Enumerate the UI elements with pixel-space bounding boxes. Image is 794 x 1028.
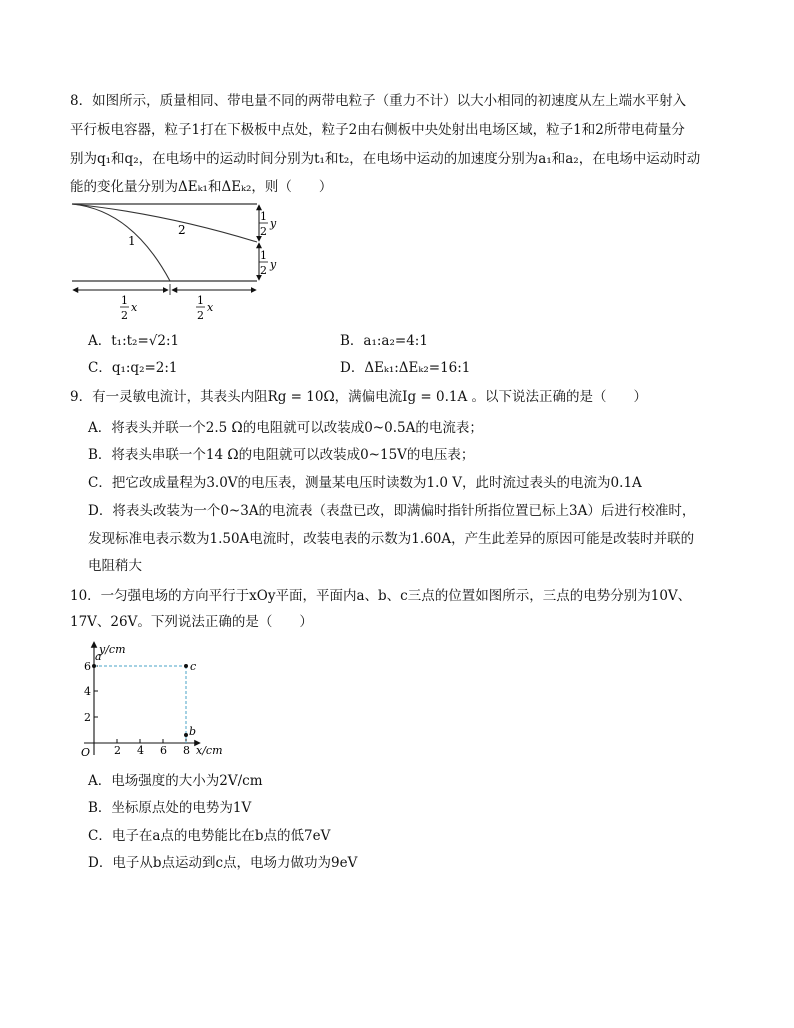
label-1: 1 (128, 234, 136, 248)
q8-option-c: C．q₁:q₂=2:1 (88, 360, 178, 376)
var-x-2: x (207, 301, 214, 314)
var-y-1: y (270, 217, 277, 230)
point-c-label: c (190, 660, 197, 673)
q8-line-2: 平行板电容器，粒子1打在下极板中点处，粒子2由右侧板中央处射出电场区域，粒子1和2所带电荷量分 (70, 122, 685, 138)
y-axis-label: y/cm (99, 643, 126, 656)
q10-option-d: D．电子从b点运动到c点，电场力做功为9eV (88, 855, 358, 871)
q9-option-d-line-2: 发现标准电表示数为1.50A电流时，改装电表的示数为1.60A，产生此差异的原因可能是改装时并联的 (88, 531, 695, 547)
q8-capacitor-figure (62, 198, 292, 328)
q8-line-3: 别为q₁和q₂，在电场中的运动时间分别为t₁和t₂，在电场中运动的加速度分别为a₁和a₂，在电场中运动时动 (70, 151, 701, 167)
half-x-num-1: 1 (121, 294, 128, 307)
y-tick-2: 2 (84, 711, 91, 724)
q10-stem-line-1: 10．一匀强电场的方向平行于xOy平面，平面内a、b、c三点的位置如图所示，三点的电势分别为10V、 (70, 588, 692, 604)
x-tick-2: 2 (114, 744, 121, 757)
q9-stem: 9．有一灵敏电流计，其表头内阻Rg = 10Ω，满偏电流Ig = 0.1A 。以下说法正确的是（ ） (70, 389, 648, 405)
point-a-label: a (95, 650, 102, 663)
half-y-num-2: 1 (260, 249, 267, 262)
trajectory-1 (72, 204, 170, 281)
half-y-den-2: 2 (260, 264, 267, 277)
q8-line-1: 8．如图所示，质量相同、带电量不同的两带电粒子（重力不计）以大小相同的初速度从左上端水平射入 (70, 93, 687, 109)
q10-stem-line-2: 17V、26V。下列说法正确的是（ ） (70, 614, 313, 630)
x-tick-4: 4 (137, 744, 144, 757)
y-tick-4: 4 (84, 685, 91, 698)
q10-option-b: B．坐标原点处的电势为1V (88, 800, 252, 816)
q9-option-c: C．把它改成量程为3.0V的电压表，测量某电压时读数为1.0 V，此时流过表头的电流为0.1A (88, 475, 642, 491)
point-b-label: b (189, 725, 197, 738)
y-tick-6: 6 (84, 660, 91, 673)
half-x-den-2: 2 (197, 309, 204, 322)
q8-option-b: B．a₁:a₂=4:1 (340, 333, 428, 349)
origin-label: O (81, 746, 91, 759)
label-2: 2 (178, 223, 186, 237)
q8-option-d: D．ΔEₖ₁:ΔEₖ₂=16:1 (340, 360, 471, 376)
trajectory-2 (72, 204, 257, 242)
q10-coordinate-figure (72, 637, 242, 762)
half-y-den-1: 2 (260, 225, 267, 238)
q10-option-c: C．电子在a点的电势能比在b点的低7eV (88, 828, 331, 844)
half-y-num-1: 1 (260, 210, 267, 223)
x-tick-6: 6 (160, 744, 167, 757)
point-a (92, 664, 96, 668)
q10-option-a: A．电场强度的大小为2V/cm (88, 773, 263, 789)
var-y-2: y (270, 258, 277, 271)
x-tick-8: 8 (183, 744, 190, 757)
q9-option-a: A．将表头并联一个2.5 Ω的电阻就可以改装成0~0.5A的电流表； (88, 420, 483, 436)
q9-option-b: B．将表头串联一个14 Ω的电阻就可以改装成0~15V的电压表； (88, 447, 475, 463)
point-b (184, 733, 188, 737)
q9-option-d-line-3: 电阻稍大 (88, 558, 142, 574)
half-x-num-2: 1 (197, 294, 204, 307)
x-axis-label: x/cm (196, 744, 223, 757)
half-x-den-1: 2 (121, 309, 128, 322)
q9-option-d-line-1: D．将表头改装为一个0~3A的电流表（表盘已改，即满偏时指针所指位置已标上3A）后进行校准时， (88, 503, 696, 519)
point-c (184, 664, 188, 668)
q8-line-4: 能的变化量分别为ΔEₖ₁和ΔEₖ₂，则（ ） (70, 179, 333, 195)
q8-option-a: A．t₁:t₂=√2:1 (88, 333, 180, 349)
var-x-1: x (131, 301, 138, 314)
